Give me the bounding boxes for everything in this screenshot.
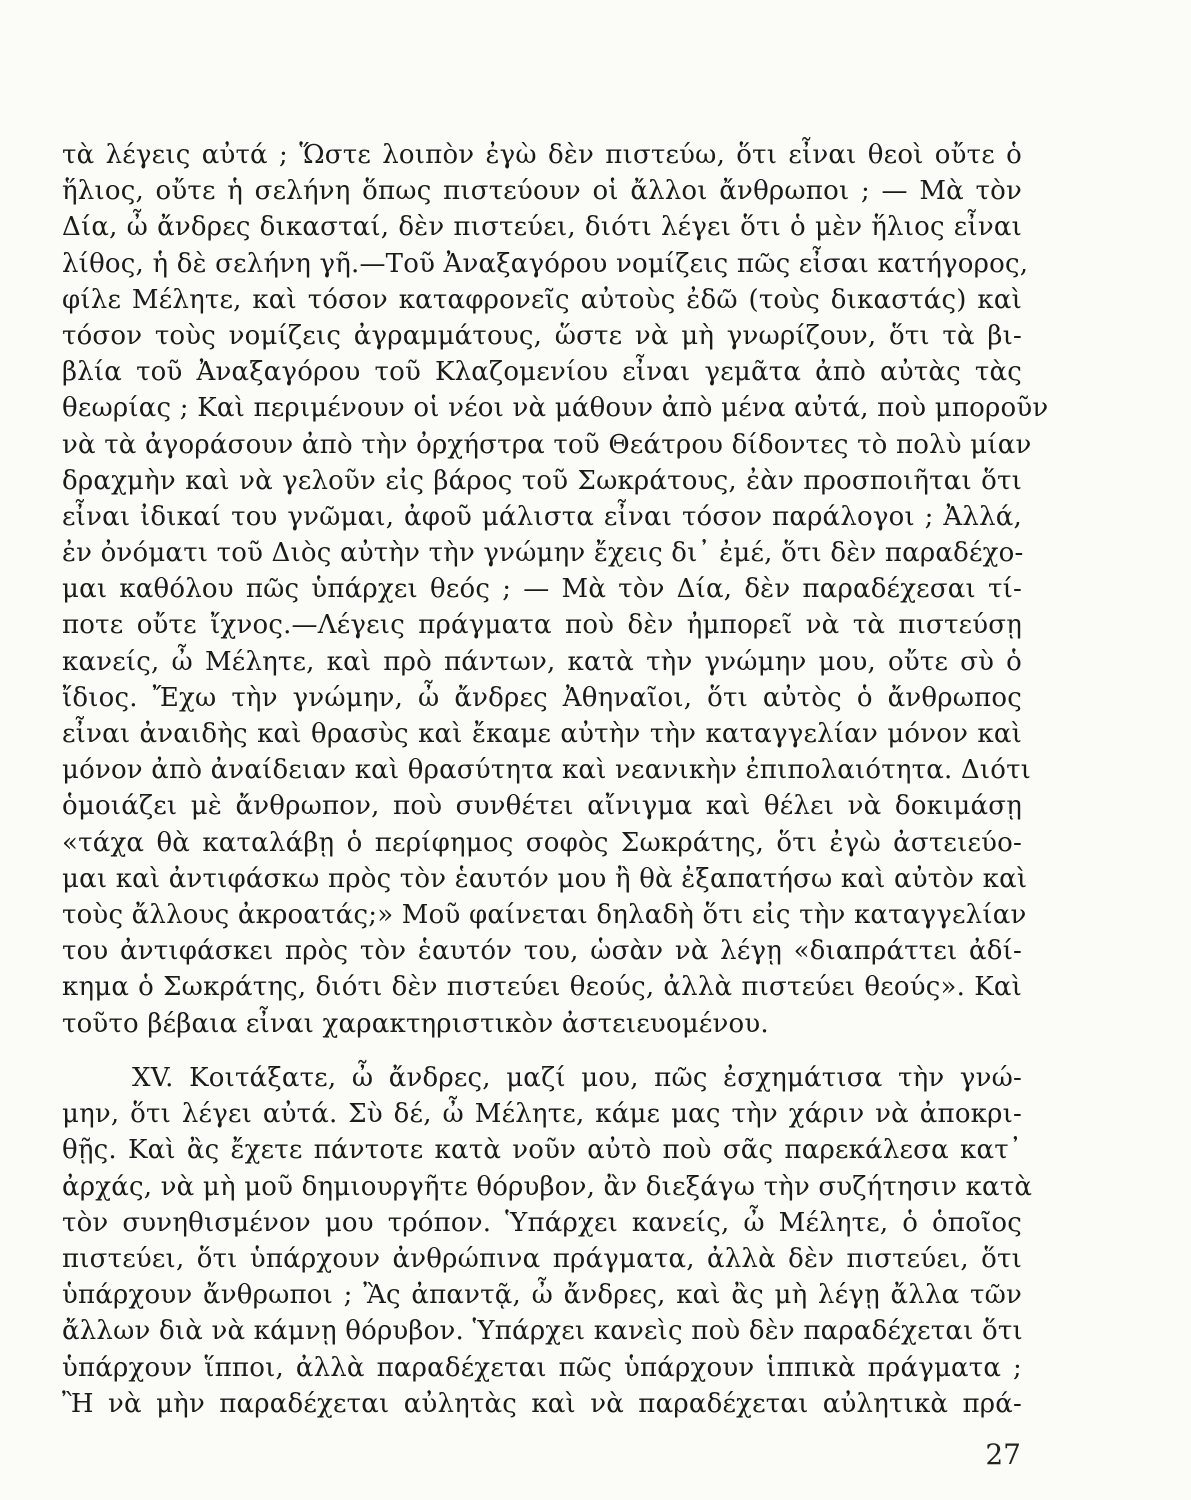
text-line: ὁμοιάζει μὲ ἄνθρωπον, ποὺ συνθέτει αἴνιγμα καὶ θέλει νὰ δοκιμάσῃ xyxy=(62,791,1022,822)
text-line: εἶναι ἀναιδὴς καὶ θρασὺς καὶ ἔκαμε αὐτὴν τὴν καταγγελίαν μόνον καὶ xyxy=(62,719,1022,749)
text-line: τὰ λέγεις αὐτά ; Ὥστε λοιπὸν ἐγὼ δὲν πιστεύω, ὅτι εἶναι θεοὶ οὔτε ὁ xyxy=(62,140,1022,170)
text-line: μαι καθόλου πῶς ὑπάρχει θεός ; — Μὰ τὸν Δία, δὲν παραδέχεσαι τί- xyxy=(62,574,1022,605)
text-line: τόσον τοὺς νομίζεις ἀγραμμάτους, ὥστε νὰ μὴ γνωρίζουν, ὅτι τὰ βι- xyxy=(62,320,1022,351)
text-line: εἶναι ἰδικαί του γνῶμαι, ἀφοῦ μάλιστα εἶναι τόσον παράλογοι ; Ἀλλά, xyxy=(62,501,1022,532)
text-line: ἴδιος. Ἔχω τὴν γνώμην, ὦ ἄνδρες Ἀθηναῖοι, ὅτι αὐτὸς ὁ ἄνθρωπος xyxy=(62,682,1022,713)
text-line: νὰ τὰ ἀγοράσουν ἀπὸ τὴν ὀρχήστρα τοῦ Θεάτρου δίδοντες τὸ πολὺ μίαν xyxy=(62,429,1032,460)
text-line: μόνον ἀπὸ ἀναίδειαν καὶ θρασύτητα καὶ νεανικὴν ἐπιπολαιότητα. Διότι xyxy=(62,755,1032,786)
text-line: μαι καὶ ἀντιφάσκω πρὸς τὸν ἑαυτόν μου ἢ θὰ ἐξαπατήσω καὶ αὐτὸν καὶ xyxy=(62,863,1028,894)
text-line: βλία τοῦ Ἀναξαγόρου τοῦ Κλαζομενίου εἶναι γεμᾶτα ἀπὸ αὐτὰς τὰς xyxy=(62,357,1022,388)
text-line: ὑπάρχουν ἄνθρωποι ; Ἂς ἀπαντᾷ, ὦ ἄνδρες, καὶ ἂς μὴ λέγῃ ἄλλα τῶν xyxy=(62,1280,1022,1311)
text-line: του ἀντιφάσκει πρὸς τὸν ἑαυτόν του, ὡσὰν νὰ λέγῃ «διαπράττει ἀδί- xyxy=(62,936,1022,967)
text-line: θῇς. Καὶ ἂς ἔχετε πάντοτε κατὰ νοῦν αὐτὸ ποὺ σᾶς παρεκάλεσα κατ᾿ xyxy=(62,1135,1022,1166)
text-line: ἐν ὀνόματι τοῦ Διὸς αὐτὴν τὴν γνώμην ἔχεις δι᾿ ἐμέ, ὅτι δὲν παραδέχο- xyxy=(62,538,1024,569)
text-line: Ἢ νὰ μὴν παραδέχεται αὐλητὰς καὶ νὰ παραδέχεται αὐλητικὰ πρά- xyxy=(62,1388,1022,1419)
text-line: πιστεύει, ὅτι ὑπάρχουν ἀνθρώπινα πράγματα, ἀλλὰ δὲν πιστεύει, ὅτι xyxy=(62,1243,1022,1274)
text-line: «τάχα θὰ καταλάβῃ ὁ περίφημος σοφὸς Σωκράτης, ὅτι ἐγὼ ἀστειεύο- xyxy=(62,827,1022,858)
text-line: ποτε οὔτε ἴχνος.—Λέγεις πράγματα ποὺ δὲν ἠμπορεῖ νὰ τὰ πιστεύσῃ xyxy=(62,610,1022,641)
text-line: μην, ὅτι λέγει αὐτά. Σὺ δέ, ὦ Μέλητε, κάμε μας τὴν χάριν νὰ ἀποκρι- xyxy=(62,1099,1022,1130)
text-line: ἀρχάς, νὰ μὴ μοῦ δημιουργῆτε θόρυβον, ἂν διεξάγω τὴν συζήτησιν κατὰ xyxy=(62,1171,1033,1202)
text-line: τοῦτο βέβαια εἶναι χαρακτηριστικὸν ἀστειευομένου. xyxy=(62,1008,769,1039)
text-line: τὸν συνηθισμένον μου τρόπον. Ὑπάρχει κανείς, ὦ Μέλητε, ὁ ὁποῖος xyxy=(62,1207,1022,1238)
text-line: Δία, ὦ ἄνδρες δικασταί, δὲν πιστεύει, διότι λέγει ὅτι ὁ μὲν ἥλιος εἶναι xyxy=(62,212,1022,243)
text-line: ἥλιος, οὔτε ἡ σελήνη ὅπως πιστεύουν οἱ ἄλλοι ἄνθρωποι ; — Μὰ τὸν xyxy=(62,176,1022,207)
paragraph-1 xyxy=(62,137,1049,1042)
page-number: 27 xyxy=(985,1438,1021,1471)
text-line: λίθος, ἡ δὲ σελήνη γῆ.—Τοῦ Ἀναξαγόρου νομίζεις πῶς εἶσαι κατήγορος, xyxy=(62,248,1029,279)
text-line: θεωρίας ; Καὶ περιμένουν οἱ νέοι νὰ μάθουν ἀπὸ μένα αὐτά, ποὺ μποροῦν xyxy=(62,393,1049,424)
text-line: δραχμὴν καὶ νὰ γελοῦν εἰς βάρος τοῦ Σωκράτους, ἐὰν προσποιῆται ὅτι xyxy=(62,465,1022,496)
text-line: XV. Κοιτάξατε, ὦ ἄνδρες, μαζί μου, πῶς ἐσχημάτισα τὴν γνώ- xyxy=(132,1063,1022,1093)
paragraph-2 xyxy=(62,1060,1033,1422)
text-line: ὑπάρχουν ἵπποι, ἀλλὰ παραδέχεται πῶς ὑπάρχουν ἱππικὰ πράγματα ; xyxy=(62,1352,1022,1383)
text-line: κημα ὁ Σωκράτης, διότι δὲν πιστεύει θεούς, ἀλλὰ πιστεύει θεούς». Καὶ xyxy=(62,972,1022,1003)
text-line: ἄλλων διὰ νὰ κάμνῃ θόρυβον. Ὑπάρχει κανεὶς ποὺ δὲν παραδέχεται ὅτι xyxy=(62,1316,1023,1347)
text-line: τοὺς ἄλλους ἀκροατάς;» Μοῦ φαίνεται δηλαδὴ ὅτι εἰς τὴν καταγγελίαν xyxy=(62,899,1027,930)
text-line: φίλε Μέλητε, καὶ τόσον καταφρονεῖς αὐτοὺς ἐδῶ (τοὺς δικαστάς) καὶ xyxy=(62,284,1022,315)
text-line: κανείς, ὦ Μέλητε, καὶ πρὸ πάντων, κατὰ τὴν γνώμην μου, οὔτε σὺ ὁ xyxy=(62,646,1022,677)
